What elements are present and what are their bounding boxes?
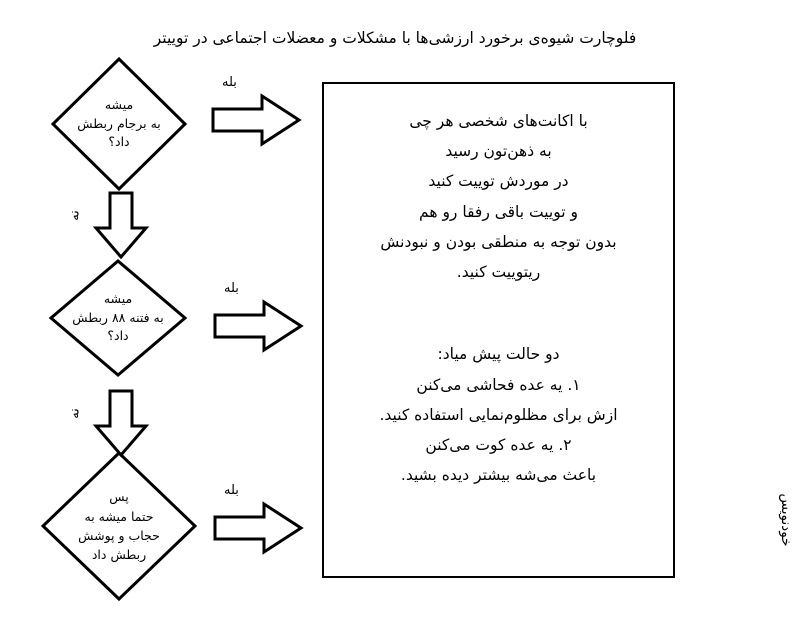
outcome-line: و توییت باقی رفقا رو هم [419, 202, 578, 221]
outcome-line: ریتوییت کنید. [456, 263, 541, 282]
outcome-line: به ذهن‌تون رسید [445, 142, 552, 161]
arrow-yes-hejab [212, 500, 304, 556]
outcome-line: با اکانت‌های شخصی هر چی [409, 112, 588, 130]
outcome-line: ازش برای مظلوم‌نمایی استفاده کنید. [379, 405, 618, 424]
decision-line: میشه [103, 290, 133, 306]
outcome-box [322, 82, 675, 578]
arrow-yes-fetne88 [212, 298, 304, 354]
outcome-line: ۲. یه عده کوت می‌کنن [425, 435, 572, 454]
arrow-no-barjam [92, 190, 150, 260]
outcome-line: در موردش توییت کنید [428, 172, 569, 191]
outcome-line: ۱. یه عده فحاشی می‌کنن [416, 375, 581, 394]
decision-line: میشه [104, 96, 134, 112]
page-title: فلوچارت شیوه‌ی برخورد ارزشی‌ها با مشکلات و معضلات اجتماعی در توییتر [153, 29, 637, 47]
decision-line: به فتنه ۸۸ ربطش [72, 309, 164, 325]
decision-line: حتما میشه به [84, 508, 154, 524]
decision-node-fetne88 [48, 258, 188, 378]
decision-line: ربطش داد [91, 547, 147, 563]
decision-line: حجاب و پوشش [78, 528, 160, 543]
edge-label-no: نه [67, 408, 83, 419]
outcome-line: دو حالت پیش میاد: [437, 345, 560, 364]
outcome-line: بدون توجه به منطقی بودن و نبودنش [380, 232, 617, 251]
decision-line: داد؟ [107, 328, 129, 344]
arrow-yes-barjam [210, 92, 302, 148]
outcome-paragraph-1 [324, 106, 673, 287]
outcome-box-content [324, 84, 673, 576]
signature-watermark: خودنویس [778, 493, 794, 547]
edge-label-yes: بله [222, 75, 237, 90]
edge-label-yes: بله [224, 281, 239, 296]
edge-label-no: نه [67, 210, 83, 221]
decision-line: داد؟ [108, 134, 130, 150]
outcome-paragraph-2 [324, 339, 673, 490]
decision-node-barjam [50, 56, 188, 192]
arrow-no-fetne88 [92, 388, 150, 458]
decision-line: به برجام ربطش [77, 115, 161, 131]
decision-line: پس [109, 489, 129, 505]
outcome-line: باعث می‌شه بیشتر دیده بشید. [400, 466, 597, 485]
decision-node-hejab [40, 450, 198, 602]
edge-label-yes: بله [224, 483, 239, 498]
